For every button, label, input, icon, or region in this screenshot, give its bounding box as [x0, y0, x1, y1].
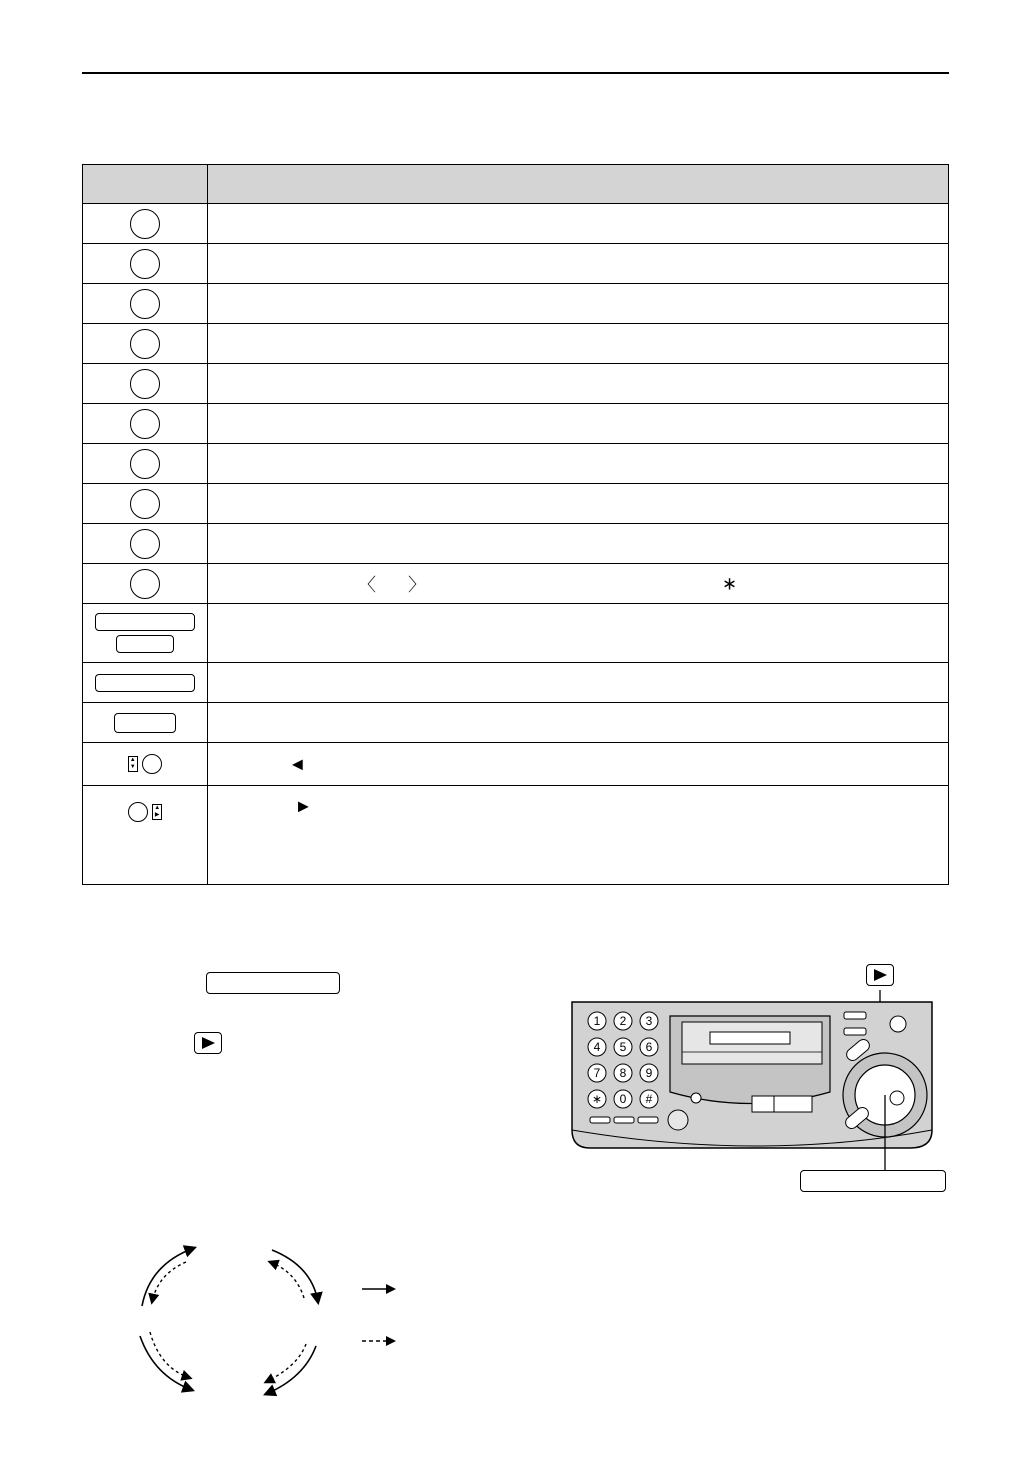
description-cell [208, 484, 949, 524]
description-cell [208, 324, 949, 364]
table-row [83, 524, 949, 564]
description-cell [208, 703, 949, 743]
table-row [83, 244, 949, 284]
dial-key-9: 9 [645, 1066, 653, 1080]
right-angle-glyph: 〉 [408, 574, 426, 595]
dial-key-0: 0 [619, 1092, 627, 1106]
key-cell [83, 204, 208, 244]
key-cell [83, 284, 208, 324]
description-cell [208, 663, 949, 703]
round-button-icon [130, 529, 160, 559]
dial-key-8: 8 [619, 1066, 627, 1080]
round-button-icon [130, 289, 160, 319]
up-down-key-icon: ▲ ▼ [128, 756, 138, 772]
key-cell [83, 663, 208, 703]
table-row [83, 786, 949, 885]
key-cell [83, 604, 208, 663]
key-cell [83, 786, 208, 885]
dial-key-7: 7 [593, 1066, 601, 1080]
round-button-icon [130, 449, 160, 479]
key-cell [83, 404, 208, 444]
asterisk-glyph: ∗ [722, 573, 738, 593]
solid-arrow-icon [360, 1282, 400, 1296]
key-cell [83, 524, 208, 564]
dial-key-hash: # [645, 1092, 653, 1106]
round-button-icon [130, 489, 160, 519]
table-row [83, 444, 949, 484]
right-triangle-glyph: ▶ [298, 797, 309, 814]
description-cell [208, 564, 949, 604]
fax-machine-illustration [560, 980, 950, 1170]
table-row [83, 663, 949, 703]
description-cell [208, 786, 949, 885]
table-row [83, 484, 949, 524]
table-header-key [83, 165, 208, 204]
description-cell [208, 284, 949, 324]
table-row [83, 703, 949, 743]
key-cell [83, 244, 208, 284]
description-cell [208, 204, 949, 244]
medium-button-icon [114, 713, 176, 733]
description-cell [208, 444, 949, 484]
round-button-icon [130, 209, 160, 239]
description-cell [208, 364, 949, 404]
navigation-cycle-diagram [130, 1240, 330, 1400]
dial-key-3: 3 [645, 1014, 653, 1028]
dial-callout-label [800, 1170, 946, 1192]
left-angle-glyph: 〈 [358, 574, 376, 595]
round-button-icon [130, 409, 160, 439]
table-row [83, 324, 949, 364]
table-row [83, 604, 949, 663]
round-button-icon [130, 569, 160, 599]
table-row [83, 404, 949, 444]
table-row [83, 743, 949, 786]
table-row [83, 364, 949, 404]
up-down-key-icon: ▲ ▶ [152, 804, 162, 820]
long-button-icon [95, 613, 195, 631]
round-button-icon [130, 329, 160, 359]
round-button-icon [128, 802, 148, 822]
dial-key-2: 2 [619, 1014, 627, 1028]
dial-key-5: 5 [619, 1040, 627, 1054]
description-cell [208, 604, 949, 663]
key-cell [83, 703, 208, 743]
key-cell [83, 364, 208, 404]
dial-key-4: 4 [593, 1040, 601, 1054]
table-header-description [208, 165, 949, 204]
top-rule [82, 72, 949, 74]
left-triangle-glyph: ◀ [292, 755, 303, 772]
round-button-icon [130, 249, 160, 279]
key-cell [83, 324, 208, 364]
dial-key-6: 6 [645, 1040, 653, 1054]
short-button-icon [116, 635, 174, 653]
key-function-table [82, 164, 949, 885]
key-cell [83, 743, 208, 786]
description-cell [208, 404, 949, 444]
table-row [83, 204, 949, 244]
description-cell [208, 244, 949, 284]
table-row [83, 564, 949, 604]
step1-button-icon [206, 972, 340, 994]
dashed-arrow-icon [360, 1334, 400, 1348]
long-button-icon [95, 674, 195, 692]
table-row [83, 284, 949, 324]
dial-key-1: 1 [593, 1014, 601, 1028]
round-button-icon [142, 754, 162, 774]
key-cell [83, 484, 208, 524]
round-button-icon [130, 369, 160, 399]
description-cell [208, 524, 949, 564]
key-cell [83, 444, 208, 484]
play-icon [194, 1032, 222, 1054]
key-cell [83, 564, 208, 604]
description-cell [208, 743, 949, 786]
dial-key-star: ∗ [591, 1092, 603, 1106]
